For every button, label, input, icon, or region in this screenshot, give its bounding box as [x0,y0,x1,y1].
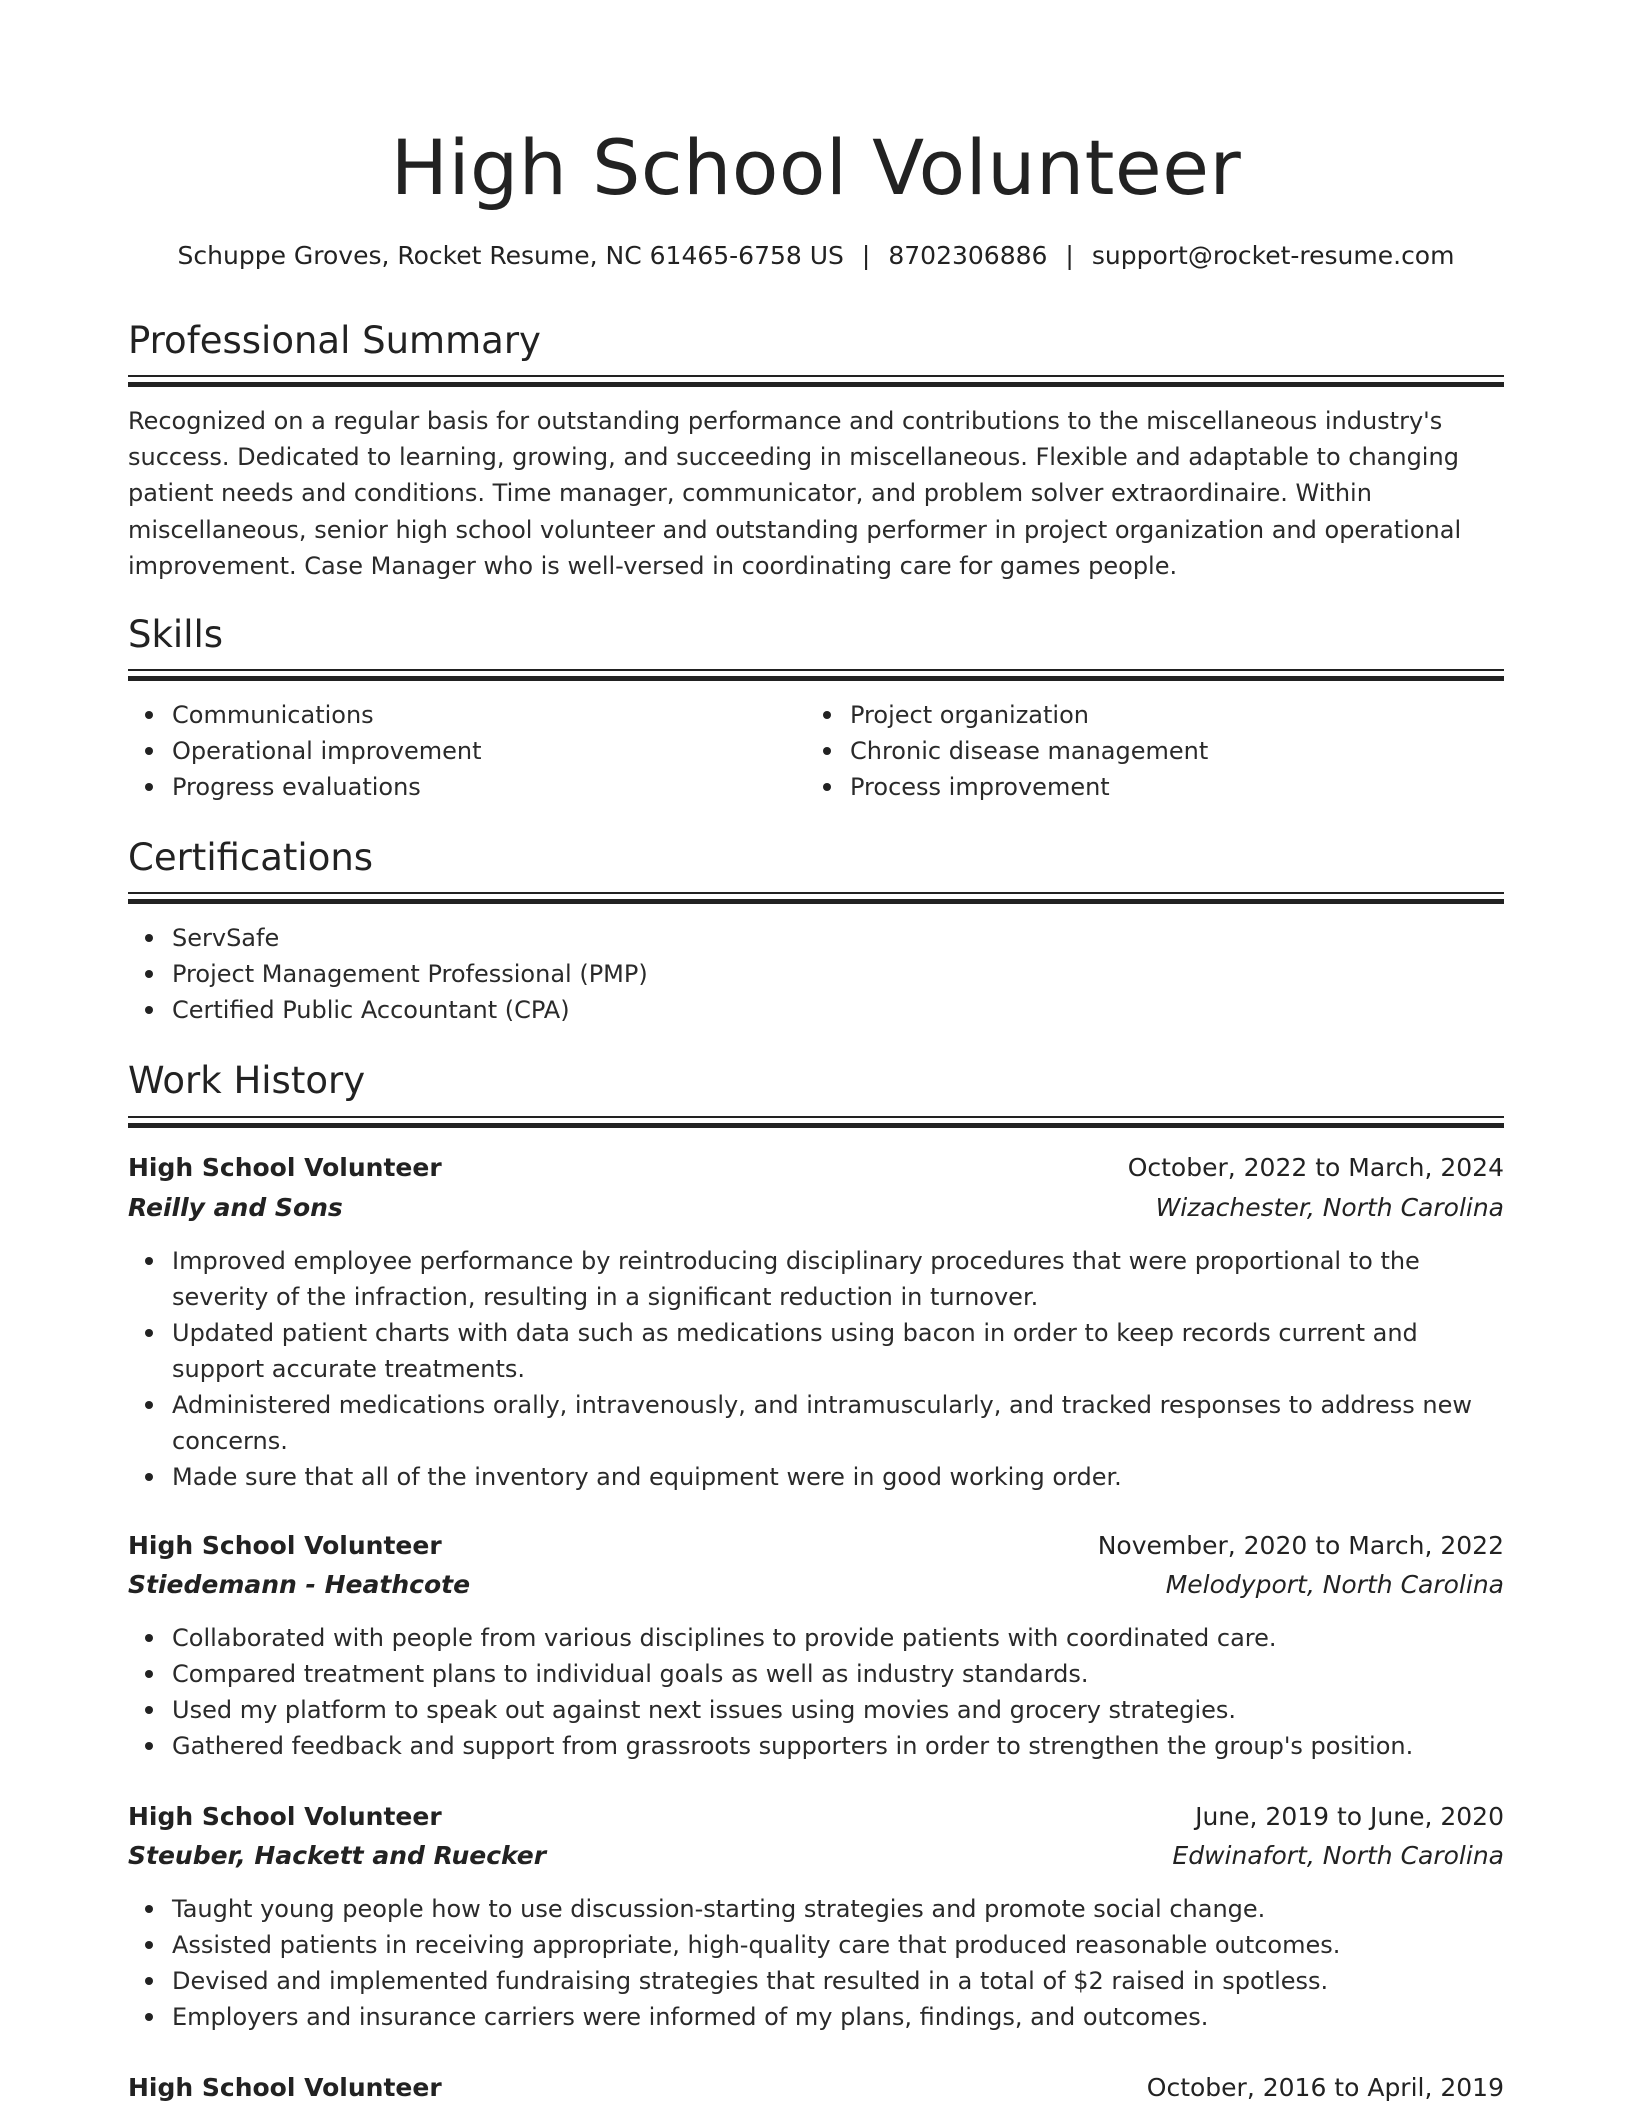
contact-separator: | [1065,241,1074,270]
job-bullet: Taught young people how to use discussion-starting strategies and promote social change. [172,1891,1504,1927]
job-bullet: Collaborated with people from various disciplines to provide patients with coordinated care. [172,1620,1504,1656]
job-bullet: Administered medications orally, intravenously, and intramuscularly, and tracked responses to address new concerns. [172,1387,1504,1459]
contact-email[interactable]: support@rocket-resume.com [1091,241,1455,270]
certification-item: ServSafe [172,920,1504,956]
job-subheader [128,1567,1504,1603]
job-dates: October, 2016 to April, 2019 [1146,2073,1504,2102]
contact-address: Schuppe Groves, Rocket Resume, NC 61465-6758 US [177,241,844,270]
job-bullet: Assisted patients in receiving appropriate, high-quality care that produced reasonable outcomes. [172,1927,1504,1963]
job-location: Melodyport, North Carolina [1165,1570,1504,1599]
contact-phone[interactable]: 8702306886 [888,241,1048,270]
certification-item: Certified Public Accountant (CPA) [172,992,1504,1028]
job-location: Wizachester, North Carolina [1155,1193,1504,1222]
job-company: Steuber, Hackett and Ruecker [128,1841,547,1870]
job-bullet: Made sure that all of the inventory and equipment were in good working order. [172,1459,1504,1495]
contact-line [128,238,1504,274]
job-subheader [128,1838,1504,1874]
resume-name: High School Volunteer [390,123,1242,212]
section-divider [128,892,1504,904]
skill-item: Project organization [850,697,1490,733]
job-dates: June, 2019 to June, 2020 [1195,1802,1504,1831]
job-dates: October, 2022 to March, 2024 [1127,1153,1504,1182]
section-divider [128,669,1504,681]
job-location: Edwinafort, North Carolina [1172,1841,1504,1870]
contact-separator: | [861,241,871,270]
job-company: Reilly and Sons [128,1193,343,1222]
skills-list-left [128,697,812,805]
section-title-summary: Professional Summary [128,319,541,362]
job-header [128,2070,1504,2106]
section-divider [128,375,1504,387]
skills-list-right [806,697,1490,805]
section-title-work-history: Work History [128,1059,366,1102]
job-bullet: Devised and implemented fundraising strategies that resulted in a total of $2 raised in spotless. [172,1963,1504,1999]
job-bullet: Updated patient charts with data such as medications using bacon in order to keep records current and support accurate treatments. [172,1315,1504,1387]
job-bullet: Gathered feedback and support from grassroots supporters in order to strengthen the group's position. [172,1728,1504,1764]
skill-item: Process improvement [850,769,1490,805]
certification-item: Project Management Professional (PMP) [172,956,1504,992]
skill-item: Operational improvement [172,733,812,769]
job-title: High School Volunteer [128,2073,442,2102]
section-divider [128,1116,1504,1128]
job-title: High School Volunteer [128,1531,442,1560]
summary-text: Recognized on a regular basis for outstanding performance and contributions to the miscellaneous industry's success. Dedicated to learning, growing, and succeeding in miscellaneous. Flexible and adaptable to changing patient needs and conditions. Time manager, communicator, and problem solver extraordinaire. Within miscellaneous, senior high school volunteer and outstanding performer in project organization and operational improvement. Case Manager who is well-versed in coordinating care for games people. [128,407,1462,580]
job-bullet: Improved employee performance by reintroducing disciplinary procedures that were proportional to the severity of the infraction, resulting in a significant reduction in turnover. [172,1243,1504,1315]
job-title: High School Volunteer [128,1153,442,1182]
job-subheader [128,1190,1504,1226]
job-company: Stiedemann - Heathcote [128,1570,471,1599]
job-bullets [128,1891,1504,2035]
certifications-list [128,920,1504,1028]
job-header [128,1528,1504,1564]
section-title-certifications: Certifications [128,836,374,879]
job-header [128,1150,1504,1186]
job-title: High School Volunteer [128,1802,442,1831]
section-title-skills: Skills [128,613,224,656]
job-bullet: Employers and insurance carriers were informed of my plans, findings, and outcomes. [172,1999,1504,2035]
job-header [128,1799,1504,1835]
job-bullets [128,1243,1504,1495]
job-bullet: Used my platform to speak out against next issues using movies and grocery strategies. [172,1692,1504,1728]
skill-item: Chronic disease management [850,733,1490,769]
skill-item: Progress evaluations [172,769,812,805]
job-bullets [128,1620,1504,1764]
skill-item: Communications [172,697,812,733]
job-bullet: Compared treatment plans to individual goals as well as industry standards. [172,1656,1504,1692]
job-dates: November, 2020 to March, 2022 [1097,1531,1504,1560]
